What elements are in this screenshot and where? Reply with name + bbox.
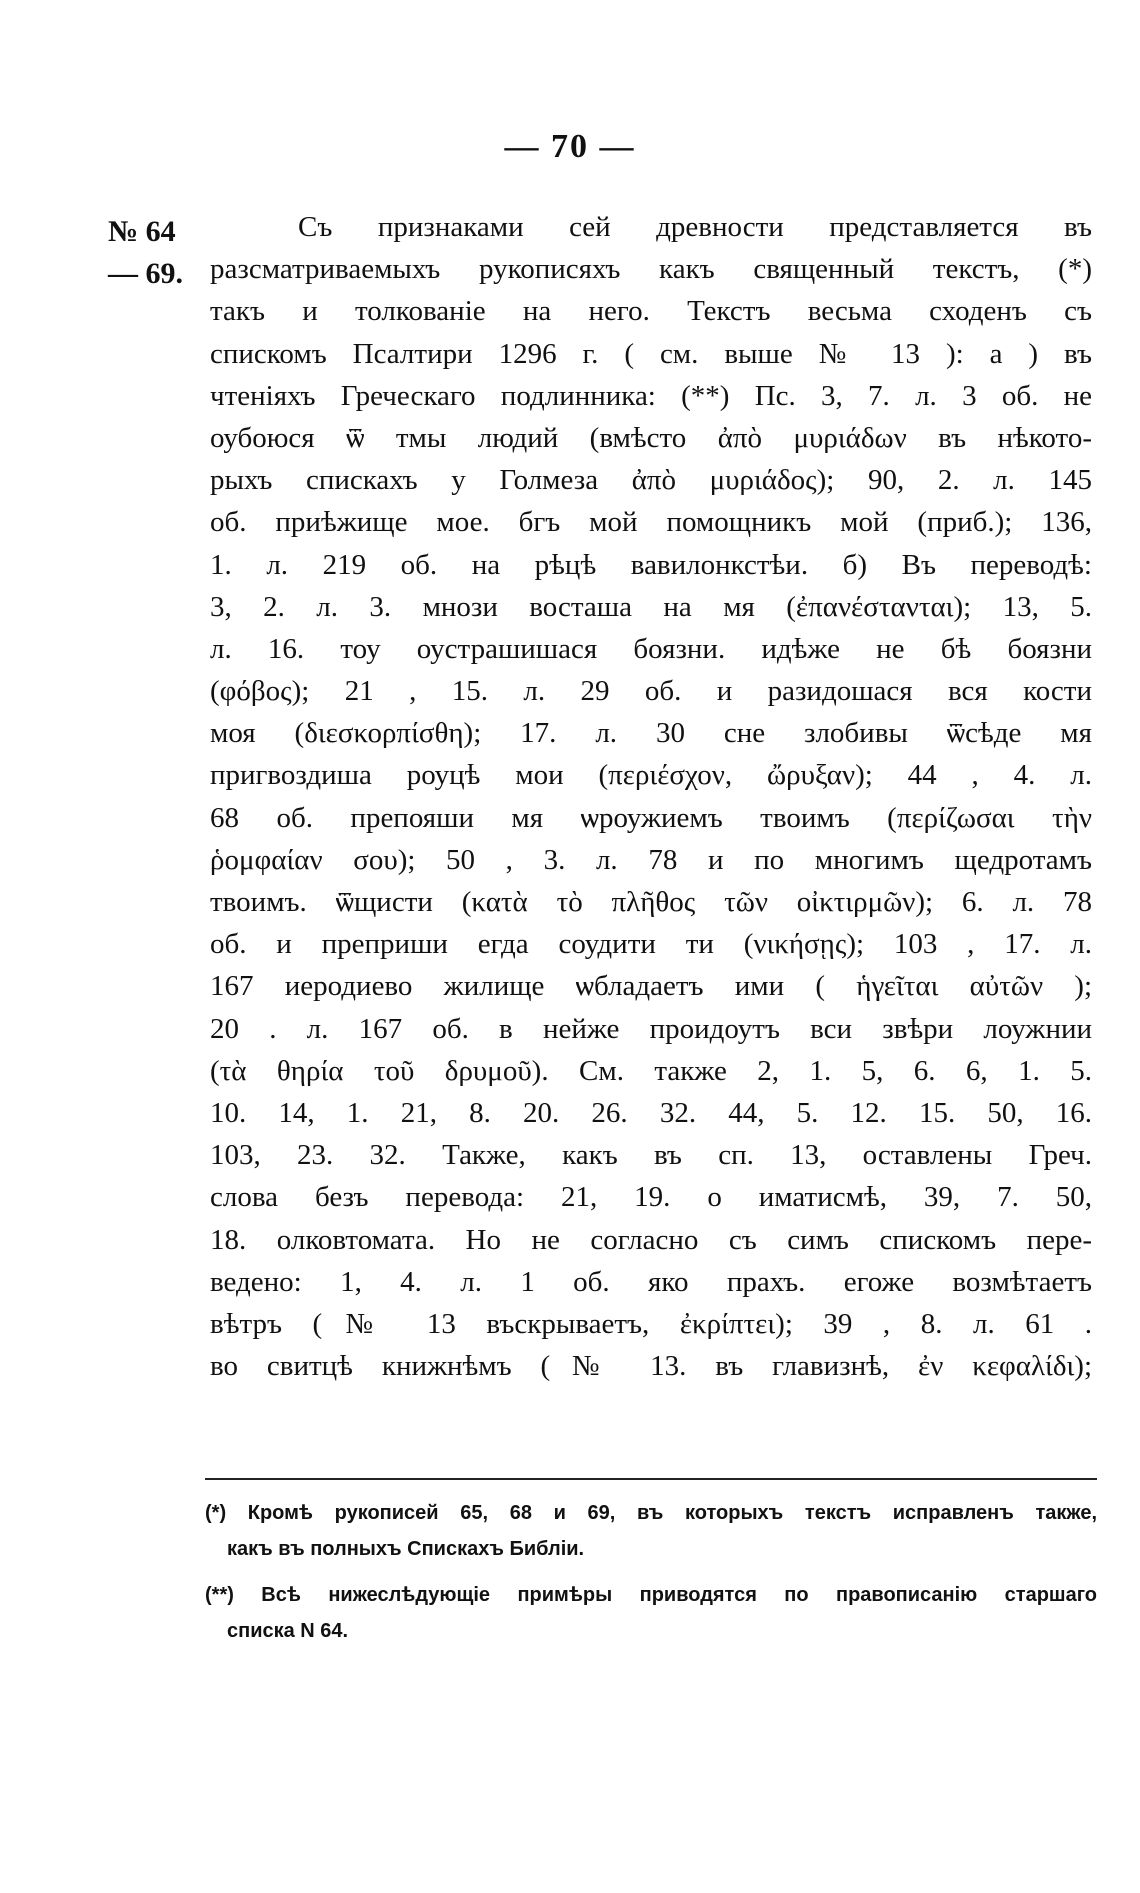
body-line: спискомъ Псалтири 1296 г. ( см. выше № 13 ): а ) въ [210,337,1092,370]
body-line: 167 иеродиево жилище ѡбладаетъ ими ( ἡγεῖται αὐτῶν ); [210,970,1092,1003]
margin-range-end: — 69. [108,257,183,290]
footnote-1-line-2: какъ въ полныхъ Спискахъ Библіи. [227,1538,585,1560]
footnotes [205,1495,1097,1649]
body-line: такъ и толкованіе на него. Текстъ весьма сходенъ съ [210,295,1092,328]
body-line: моя (διεσκορπίσθη); 17. л. 30 сне злобивы ѿсѣде мя [210,717,1092,750]
body-line: (τὰ θηρία τοῦ δρυμοῦ). См. также 2, 1. 5, 6. 6, 1. 5. [210,1054,1092,1087]
footnote-1-line-1: (*) Кромѣ рукописей 65, 68 и 69, въ которыхъ текстъ исправленъ также, [205,1502,1097,1524]
margin-range-start: № 64 [108,215,176,248]
body-line: разсматриваемыхъ рукописяхъ какъ священный текстъ, (*) [210,253,1092,286]
body-line: ведено: 1, 4. л. 1 об. яко прахъ. егоже возмѣтаетъ [210,1265,1092,1298]
footnote-2-line-1: (**) Всѣ нижеслѣдующіе примѣры приводятся по правописанію старшаго [205,1584,1097,1606]
body-line: 103, 23. 32. Также, какъ въ сп. 13, оставлены Греч. [210,1139,1092,1172]
footnote-divider [205,1478,1097,1480]
body-line: 3, 2. л. 3. мнози восташа на мя (ἐπανέστανται); 13, 5. [210,590,1092,623]
page-number: — 70 — [504,128,636,165]
body-paragraph [210,206,1092,1387]
body-line: 10. 14, 1. 21, 8. 20. 26. 32. 44, 5. 12. 15. 50, 16. [210,1096,1092,1129]
footnote-spacer [205,1567,1097,1577]
body-line: об. и преприши егда соудити ти (νικήσῃς); 103 , 17. л. [210,928,1092,961]
body-line: во свитцѣ книжнѣмъ (№ 13. въ главизнѣ, ἐν κεφαλίδι); [210,1350,1092,1383]
body-line: 68 об. препояши мя ѡроужиемъ твоимъ (περίζωσαι τὴν [210,801,1092,834]
body-line: пригвоздиша роуцѣ мои (περιέσχον, ὤρυξαν); 44 , 4. л. [210,759,1092,792]
body-line: ῥομφαίαν σου); 50 , 3. л. 78 и по многимъ щедротамъ [210,843,1092,876]
body-line: чтеніяхъ Греческаго подлинника: (**) Пс. 3, 7. л. 3 об. не [210,379,1092,412]
body-line: л. 16. тоу оустрашишася боязни. идѣже не бѣ боязни [210,632,1092,665]
body-line: 18. олковтомата. Но не согласно съ симъ спискомъ пере- [210,1223,1092,1256]
body-line: рыхъ спискахъ у Голмеза ἀπὸ μυριάδος); 90, 2. л. 145 [210,464,1092,497]
body-line: (φόβος); 21 , 15. л. 29 об. и разидошася вся кости [210,675,1092,708]
body-line: 20 . л. 167 об. в нейже проидоутъ вси звѣри лоужнии [210,1012,1092,1045]
body-line: Съ признаками сей древности представляется въ [298,211,1092,243]
footnote-2-line-2: списка N 64. [227,1620,349,1642]
body-line: об. приѣжище мое. бгъ мой помощникъ мой (приб.); 136, [210,506,1092,539]
body-line: слова безъ перевода: 21, 19. о иматисмѣ, 39, 7. 50, [210,1181,1092,1214]
body-line: оубоюся ѿ тмы людий (вмѣсто ἀπὸ μυριάδων въ нѣкото- [210,421,1092,454]
body-line: вѣтръ (№ 13 въскрываетъ, ἐκρίπτει); 39 , 8. л. 61 . [210,1307,1092,1340]
body-line: твоимъ. ѿщисти (κατὰ τὸ πλῆθος τῶν οἰκτιρμῶν); 6. л. 78 [210,886,1092,918]
body-line: 1. л. 219 об. на рѣцѣ вавилонкстѣи. б) Въ переводѣ: [210,548,1092,581]
